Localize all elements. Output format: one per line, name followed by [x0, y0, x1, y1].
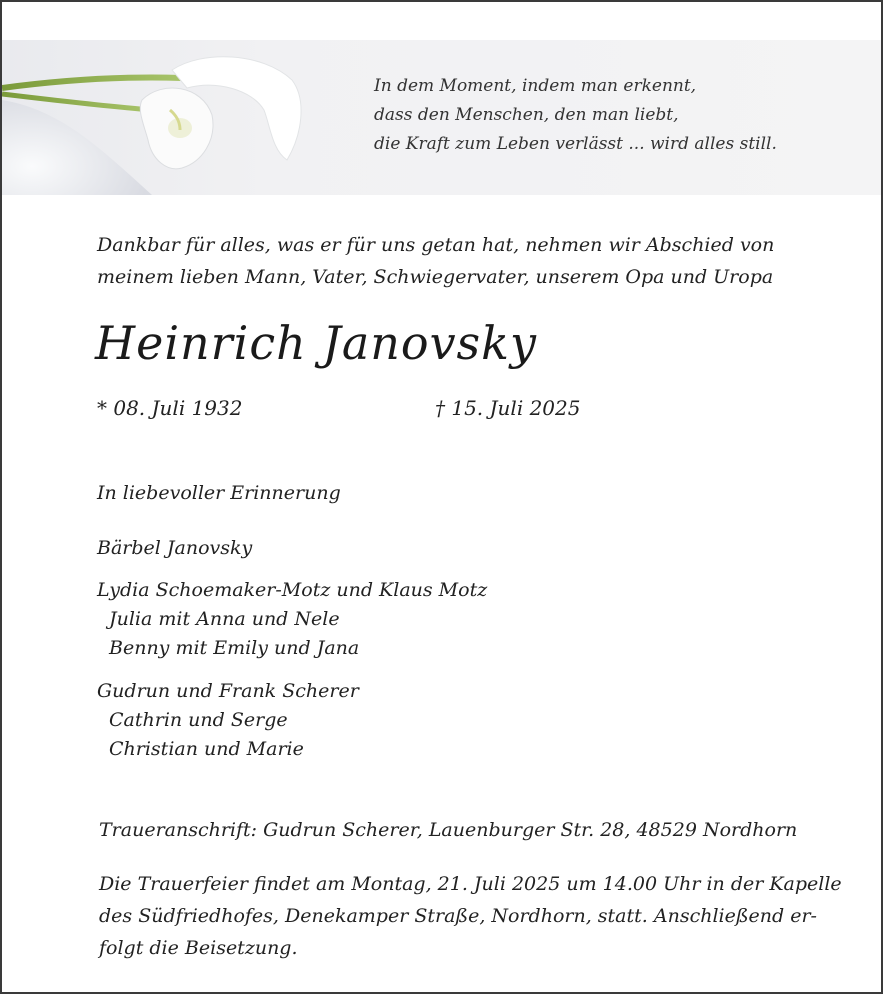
family-member: Gudrun und Frank Scherer	[97, 680, 359, 702]
ceremony-line: folgt die Beisetzung.	[99, 937, 298, 959]
quote-line: dass den Menschen, den man liebt,	[374, 105, 679, 125]
deceased-name: Heinrich Janovsky	[95, 316, 538, 370]
death-date: † 15. Juli 2025	[435, 396, 581, 420]
family-member: Benny mit Emily und Jana	[109, 637, 360, 659]
quote-line: In dem Moment, indem man erkennt,	[374, 76, 697, 96]
family-member: Julia mit Anna und Nele	[109, 608, 340, 630]
intro-line: meinem lieben Mann, Vater, Schwiegervater, unserem Opa und Uropa	[97, 266, 774, 288]
family-member: Bärbel Janovsky	[97, 537, 253, 559]
intro-text	[97, 229, 774, 293]
ceremony-info	[99, 868, 842, 964]
ceremony-line: des Südfriedhofes, Denekamper Straße, Nordhorn, statt. Anschließend er-	[99, 905, 817, 927]
quote	[374, 72, 777, 159]
family-group-2	[97, 576, 487, 663]
header-banner	[2, 40, 881, 195]
family-member: Christian und Marie	[109, 738, 304, 760]
family-group-1	[97, 534, 252, 563]
quote-line: die Kraft zum Leben verlässt ... wird alles still.	[374, 134, 777, 154]
intro-line: Dankbar für alles, was er für uns getan hat, nehmen wir Abschied von	[97, 234, 775, 256]
calla-lily-image	[2, 40, 322, 195]
ceremony-line: Die Trauerfeier findet am Montag, 21. Juli 2025 um 14.00 Uhr in der Kapelle	[99, 873, 842, 895]
family-member: Cathrin und Serge	[109, 709, 288, 731]
mourning-address: Traueranschrift: Gudrun Scherer, Lauenburger Str. 28, 48529 Nordhorn	[99, 819, 798, 841]
birth-date: * 08. Juli 1932	[97, 396, 243, 420]
family-group-3	[97, 677, 359, 764]
family-member: Lydia Schoemaker-Motz und Klaus Motz	[97, 579, 488, 601]
memory-heading: In liebevoller Erinnerung	[97, 482, 341, 504]
